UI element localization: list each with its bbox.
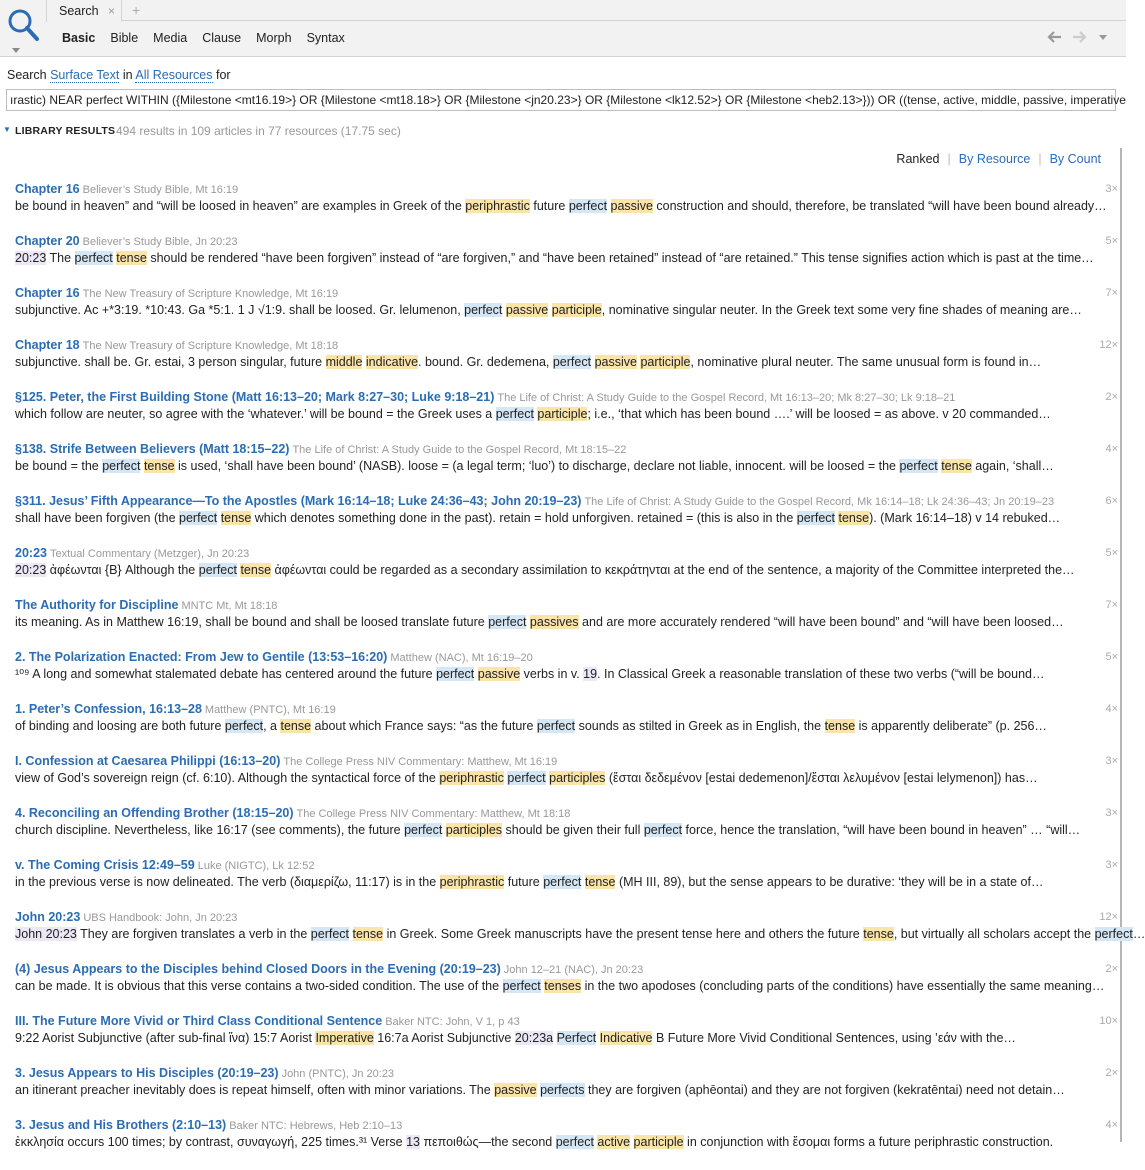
result-source: Luke (NIGTC), Lk 12:52 — [197, 860, 315, 872]
snippet-text: in the two apodoses (concluding parts of the conditions) have essentially the same meaning… — [581, 979, 1105, 993]
history-dropdown-icon[interactable] — [1098, 31, 1108, 43]
snippet-text: of binding and loosing are both future — [15, 719, 225, 733]
result-item[interactable] — [15, 494, 1118, 546]
sort-by-count[interactable]: By Count — [1049, 152, 1101, 166]
snippet-text: ; i.e., ‘that which has been bound ….’ will be loosed = as above. v 20 commanded… — [587, 407, 1051, 421]
snippet-text: future — [504, 875, 544, 889]
tab-label: Search — [59, 4, 99, 18]
highlight-term: tense — [352, 927, 384, 941]
sort-options — [888, 152, 1101, 166]
result-title-link[interactable]: §138. Strife Between Believers (Matt 18:15–22) — [15, 442, 290, 456]
snippet-text: should be rendered “have been forgiven” instead of “are forgiven,” and “have been retained” instead of “are retained.” This tense signifies action which is past at the time… — [146, 251, 1094, 265]
highlight-term: 19 — [583, 667, 598, 681]
in-label: in — [122, 68, 133, 82]
highlight-term: perfect — [179, 511, 218, 525]
top-toolbar — [0, 0, 1126, 57]
result-heading — [15, 182, 1110, 198]
result-item[interactable] — [15, 442, 1118, 494]
tab-bible[interactable]: Bible — [110, 31, 139, 45]
snippet-text: shall have been forgiven (the — [15, 511, 179, 525]
highlight-term: tense — [116, 251, 147, 265]
result-heading — [15, 1014, 1110, 1030]
tab-search[interactable] — [46, 0, 122, 22]
snippet-text: view of God’s sovereign reign (cf. 6:10). Although the syntactical force of the — [15, 771, 440, 785]
result-snippet[interactable] — [15, 1134, 1110, 1151]
snippet-text: can be made. It is obvious that this verse contains a two-sided condition. The use of the — [15, 979, 503, 993]
result-snippet[interactable] — [15, 302, 1110, 319]
result-source: The New Treasury of Scripture Knowledge, Mt 18:18 — [82, 340, 339, 352]
highlight-term: tense — [280, 719, 312, 733]
highlight-term: perfect — [568, 199, 608, 213]
result-snippet[interactable] — [15, 1082, 1110, 1099]
search-input[interactable]: ırastic) NEAR perfect WITHIN ({Milestone <mt16.19>} OR {Milestone <mt18.18>} OR {Milestone <jn20.23>} OR {Milestone <lk12.52>} OR {Milestone <heb2.13>})) OR ((tense, active, middle, passive, imperative — [6, 89, 1116, 111]
highlight-term: perfect — [74, 251, 113, 265]
hit-count: 3× — [1105, 755, 1118, 767]
highlight-term: middle — [325, 355, 363, 369]
highlight-term: perfect — [796, 511, 835, 525]
highlight-term: perfect — [899, 459, 938, 473]
highlight-term: tense — [240, 563, 272, 577]
result-snippet[interactable] — [15, 874, 1110, 891]
highlight-term: John 20:23 — [15, 927, 77, 941]
result-heading — [15, 650, 1110, 666]
highlight-term: perfect — [543, 875, 582, 889]
snippet-text: future — [529, 199, 569, 213]
highlight-term: 20:23 — [15, 563, 47, 577]
close-icon[interactable]: × — [107, 4, 115, 18]
snippet-text: ). (Mark 16:14–18) v 14 rebuked… — [869, 511, 1061, 525]
hit-count: 3× — [1105, 183, 1118, 195]
highlight-term: perfects — [540, 1083, 585, 1097]
highlight-term: indicative — [365, 355, 419, 369]
hit-count: 10× — [1099, 1015, 1118, 1027]
magnifier-icon — [6, 6, 40, 54]
results-summary: 494 results in 109 articles in 77 resources (17.75 sec) — [116, 124, 401, 138]
result-snippet[interactable] — [15, 458, 1110, 475]
snippet-text: B Future More Vivid Conditional Sentences, using ’εάν with the… — [652, 1031, 1016, 1045]
result-item[interactable] — [15, 182, 1118, 234]
result-heading — [15, 702, 1110, 718]
snippet-text: in Greek. Some Greek manuscripts have the present tense here and others the future — [383, 927, 864, 941]
snippet-text: , a — [263, 719, 281, 733]
hit-count: 6× — [1105, 495, 1118, 507]
result-snippet[interactable] — [15, 1030, 1110, 1047]
result-item[interactable] — [15, 806, 1118, 858]
snippet-text: , nominative plural neuter. The same unusual form is found in… — [690, 355, 1042, 369]
result-source: Matthew (PNTC), Mt 16:19 — [204, 704, 336, 716]
result-heading — [15, 910, 1110, 926]
snippet-text: (ἔσται δεδεμένον [estai dedemenon]/ἔσται λελυμένον [estai lelymenon]) has… — [605, 771, 1038, 785]
highlight-term: perfect — [495, 407, 534, 421]
highlight-term: participle — [537, 407, 588, 421]
highlight-term: tenses — [544, 979, 582, 993]
result-source: Believer’s Study Bible, Mt 16:19 — [82, 184, 239, 196]
result-snippet[interactable] — [15, 562, 1110, 579]
hit-count: 2× — [1105, 963, 1118, 975]
result-item[interactable] — [15, 390, 1118, 442]
snippet-text: subjunctive. Ac +*3:19. *10:43. Ga *5:1. 1 J √1:9. shall be loosed. Gr. lelumenon, — [15, 303, 465, 317]
result-title-link[interactable]: Chapter 18 — [15, 338, 80, 352]
result-snippet[interactable] — [15, 926, 1145, 943]
result-title-link[interactable]: 20:23 — [15, 546, 47, 560]
result-heading — [15, 1118, 1110, 1134]
result-item[interactable] — [15, 1014, 1118, 1066]
resources-dropdown[interactable]: All Resources — [135, 68, 213, 82]
highlight-term: passive — [505, 303, 549, 317]
snippet-text: again, ‘shall… — [971, 459, 1054, 473]
highlight-term: 20:23a — [514, 1031, 554, 1045]
forward-arrow-icon[interactable] — [1072, 31, 1088, 43]
result-source: Baker NTC: John, V 1, p 43 — [385, 1016, 520, 1028]
collapse-triangle-icon[interactable]: ▼ — [3, 125, 11, 134]
snippet-text: ¹⁰⁹ A long and somewhat stalemated debate has centered around the future — [15, 667, 437, 681]
result-item[interactable] — [15, 1066, 1118, 1118]
result-source: Matthew (NAC), Mt 16:19–20 — [390, 652, 533, 664]
result-heading — [15, 1066, 1110, 1082]
highlight-term: Perfect — [556, 1031, 597, 1045]
library-results-label: LIBRARY RESULTS — [15, 125, 116, 137]
result-title-link[interactable]: I. Confession at Caesarea Philippi (16:13–20) — [15, 754, 281, 768]
result-source: The Life of Christ: A Study Guide to the Gospel Record, Mt 18:15–22 — [292, 444, 627, 456]
result-title-link[interactable]: John 20:23 — [15, 910, 81, 924]
result-source: Textual Commentary (Metzger), Jn 20:23 — [49, 548, 250, 560]
highlight-term: passive — [610, 199, 653, 213]
tab-clause[interactable]: Clause — [202, 31, 242, 45]
result-snippet[interactable] — [15, 718, 1110, 735]
snippet-text: , nominative singular neuter. In the Greek text some very fine shades of meaning are… — [601, 303, 1082, 317]
highlight-term: passive — [477, 667, 521, 681]
sort-ranked[interactable]: Ranked — [896, 152, 940, 166]
result-snippet[interactable] — [15, 770, 1110, 787]
result-title-link[interactable]: The Authority for Discipline — [15, 598, 179, 612]
snippet-text: is apparently deliberate” (p. 256… — [855, 719, 1047, 733]
highlight-term: perfect — [536, 719, 576, 733]
highlight-term: perfect — [502, 979, 541, 993]
hit-count: 4× — [1105, 703, 1118, 715]
highlight-term: participle — [633, 1135, 684, 1149]
hit-count: 2× — [1105, 391, 1118, 403]
snippet-text: subjunctive. shall be. Gr. estai, 3 person singular, future — [15, 355, 326, 369]
result-title-link[interactable]: §311. Jesus’ Fifth Appearance—To the Apostles (Mark 16:14–18; Luke 24:36–43; John 20:19–23) — [15, 494, 582, 508]
highlight-term: perfect — [102, 459, 141, 473]
result-item[interactable] — [15, 234, 1118, 286]
highlight-term: periphrastic — [439, 875, 505, 889]
snippet-text — [349, 927, 352, 941]
highlight-term: participle — [551, 303, 602, 317]
result-heading — [15, 286, 1110, 302]
snippet-text: ἐκκλησία occurs 100 times; by contrast, συναγωγή, 225 times.³¹ Verse — [15, 1135, 407, 1149]
sort-separator: | — [947, 152, 951, 166]
result-snippet[interactable] — [15, 198, 1110, 215]
search-panel-icon[interactable] — [0, 0, 46, 57]
highlight-term: passive — [594, 355, 637, 369]
result-item[interactable] — [15, 962, 1118, 1014]
result-source: John 12–21 (NAC), Jn 20:23 — [503, 964, 644, 976]
search-scope-line — [7, 68, 231, 82]
scrollbar-thumb[interactable] — [1120, 148, 1122, 1142]
hit-count: 7× — [1105, 599, 1118, 611]
result-snippet[interactable] — [15, 978, 1110, 995]
result-heading — [15, 754, 1110, 770]
result-snippet[interactable] — [15, 614, 1110, 631]
result-item[interactable] — [15, 286, 1118, 338]
result-source: Believer’s Study Bible, Jn 20:23 — [82, 236, 238, 248]
result-heading — [15, 338, 1110, 354]
highlight-term: perfect — [643, 823, 683, 837]
highlight-term: periphrastic — [439, 771, 504, 785]
tab-media[interactable]: Media — [153, 31, 188, 45]
snippet-text: πεποιθώς—the second — [419, 1135, 556, 1149]
result-snippet[interactable] — [15, 822, 1110, 839]
snippet-text: should be given their full — [502, 823, 644, 837]
sort-separator: | — [1038, 152, 1042, 166]
snippet-text: force, hence the translation, “will have been bound in heaven” … “will… — [682, 823, 1081, 837]
result-snippet[interactable] — [15, 510, 1110, 527]
result-title-link[interactable]: Chapter 16 — [15, 286, 80, 300]
history-nav — [1046, 31, 1108, 43]
library-results-header[interactable] — [0, 123, 1126, 139]
highlight-term: perfect — [310, 927, 350, 941]
snippet-text: church discipline. Nevertheless, like 16:17 (see comments), the future — [15, 823, 405, 837]
result-title-link[interactable]: 3. Jesus and His Brothers (2:10–13) — [15, 1118, 227, 1132]
result-title-link[interactable]: Chapter 20 — [15, 234, 80, 248]
result-title-link[interactable]: Chapter 16 — [15, 182, 80, 196]
snippet-text: and are more accurately rendered “will have been bound” and “will have been loosed… — [578, 615, 1064, 629]
result-item[interactable] — [15, 702, 1118, 754]
hit-count: 4× — [1105, 443, 1118, 455]
result-snippet[interactable] — [15, 250, 1110, 267]
snippet-text: in the previous verse is now delineated. The verb (διαμερίζω, 11:17) is in the — [15, 875, 440, 889]
result-heading — [15, 442, 1110, 458]
snippet-text: 16:7a Aorist Subjunctive — [373, 1031, 515, 1045]
highlight-term: active — [597, 1135, 631, 1149]
result-heading — [15, 598, 1110, 614]
highlight-term: tense — [941, 459, 972, 473]
result-snippet[interactable] — [15, 666, 1110, 683]
snippet-text: verbs in v. — [520, 667, 584, 681]
search-prefix: Search — [7, 68, 47, 82]
result-heading — [15, 546, 1110, 562]
hit-count: 5× — [1105, 651, 1118, 663]
highlight-term: 20:23 — [15, 251, 47, 265]
search-type-nav — [62, 31, 360, 45]
result-item[interactable] — [15, 910, 1145, 962]
hit-count: 12× — [1099, 339, 1118, 351]
result-title-link[interactable]: 4. Reconciling an Offending Brother (18:15–20) — [15, 806, 294, 820]
highlight-term: tense — [220, 511, 252, 525]
highlight-term: perfect — [404, 823, 443, 837]
snippet-text: ἀφέωνται could be regarded as a secondary assimilation to κεκράτηνται at the end of the sentence, a majority of the Committee interpreted the… — [271, 563, 1075, 577]
result-heading — [15, 962, 1110, 978]
snippet-text: construction and should, therefore, be translated “will have been bound already… — [652, 199, 1107, 213]
result-title-link[interactable]: III. The Future More Vivid or Third Class Conditional Sentence — [15, 1014, 383, 1028]
highlight-term: passive — [494, 1083, 537, 1097]
snippet-text: (MH III, 89), but the sense appears to be durative: ‘they will be in a state of… — [615, 875, 1044, 889]
result-snippet[interactable] — [15, 354, 1110, 371]
snippet-text: which denotes something done in the past). retain = hold unforgiven. retained = (this is also in the — [251, 511, 797, 525]
result-item[interactable] — [15, 546, 1118, 598]
snippet-text: its meaning. As in Matthew 16:19, shall be bound and shall be loosed translate future — [15, 615, 489, 629]
highlight-term: perfect — [552, 355, 592, 369]
result-item[interactable] — [15, 858, 1118, 910]
results-list — [15, 182, 1145, 1170]
result-title-link[interactable]: §125. Peter, the First Building Stone (Matt 16:13–20; Mark 8:27–30; Luke 9:18–21) — [15, 390, 495, 404]
highlight-term: tense — [584, 875, 616, 889]
highlight-term: tense — [824, 719, 856, 733]
tab-syntax[interactable]: Syntax — [306, 31, 345, 45]
tab-morph[interactable]: Morph — [256, 31, 292, 45]
snippet-text: , but virtually all scholars accept the — [893, 927, 1095, 941]
highlight-term: perfect — [555, 1135, 594, 1149]
snippet-text: in conjunction with ἔσομαι forms a future periphrastic construction. — [683, 1135, 1054, 1149]
result-heading — [15, 806, 1110, 822]
highlight-term: participles — [445, 823, 503, 837]
surface-text-dropdown[interactable]: Surface Text — [50, 68, 120, 82]
add-tab-icon[interactable]: + — [132, 2, 141, 18]
snippet-text: The — [46, 251, 75, 265]
result-source: The Life of Christ: A Study Guide to the Gospel Record, Mk 16:14–18; Lk 24:36–43; Jn 20:19–23 — [584, 496, 1055, 508]
highlight-term: 13 — [406, 1135, 420, 1149]
highlight-term: perfect — [488, 615, 527, 629]
highlight-term: perfect — [1094, 927, 1133, 941]
result-heading — [15, 390, 1110, 406]
result-item[interactable] — [15, 1118, 1118, 1170]
highlight-term: perfect — [198, 563, 237, 577]
result-source: UBS Handbook: John, Jn 20:23 — [83, 912, 238, 924]
sort-by-resource[interactable]: By Resource — [958, 152, 1031, 166]
snippet-text: ἀφέωνται {B} Although the — [46, 563, 199, 577]
snippet-text: which follow are neuter, so agree with the ‘whatever.’ will be bound = the Greek uses a — [15, 407, 496, 421]
result-source: John (PNTC), Jn 20:23 — [281, 1068, 395, 1080]
result-title-link[interactable]: (4) Jesus Appears to the Disciples behind Closed Doors in the Evening (20:19–23) — [15, 962, 501, 976]
result-source: The Life of Christ: A Study Guide to the Gospel Record, Mt 16:13–20; Mk 8:27–30; Lk 9:18–21 — [497, 392, 956, 404]
snippet-text: … — [1132, 927, 1145, 941]
highlight-term: tense — [838, 511, 870, 525]
for-label: for — [215, 68, 231, 82]
snippet-text: They are forgiven translates a verb in the — [76, 927, 311, 941]
result-title-link[interactable]: 2. The Polarization Enacted: From Jew to Gentile (13:53–16:20) — [15, 650, 388, 664]
highlight-term: tense — [863, 927, 894, 941]
highlight-term: perfect — [436, 667, 475, 681]
snippet-text: about which France says: “as the future — [311, 719, 537, 733]
hit-count: 2× — [1105, 1067, 1118, 1079]
result-snippet[interactable] — [15, 406, 1110, 423]
result-heading — [15, 234, 1110, 250]
result-source: The New Treasury of Scripture Knowledge, Mt 16:19 — [82, 288, 339, 300]
snippet-text — [607, 199, 610, 213]
result-title-link[interactable]: v. The Coming Crisis 12:49–59 — [15, 858, 195, 872]
highlight-term: Indicative — [599, 1031, 653, 1045]
result-title-link[interactable]: 3. Jesus Appears to His Disciples (20:19–23) — [15, 1066, 279, 1080]
hit-count: 4× — [1105, 1119, 1118, 1131]
highlight-term: tense — [143, 459, 175, 473]
result-source: MNTC Mt, Mt 18:18 — [181, 600, 278, 612]
tab-strip — [46, 0, 1126, 21]
snippet-text: be bound in heaven” and “will be loosed in heaven” are examples in Greek of the — [15, 199, 466, 213]
hit-count: 3× — [1105, 807, 1118, 819]
snippet-text: an itinerant preacher inevitably does is repeat himself, often with minor variations. The — [15, 1083, 495, 1097]
result-source: The College Press NIV Commentary: Matthew, Mt 16:19 — [283, 756, 558, 768]
hit-count: 7× — [1105, 287, 1118, 299]
result-item[interactable] — [15, 338, 1118, 390]
snippet-text: . bound. Gr. dedemena, — [418, 355, 553, 369]
result-heading — [15, 858, 1110, 874]
result-item[interactable] — [15, 598, 1118, 650]
highlight-term: perfect — [507, 771, 546, 785]
result-item[interactable] — [15, 754, 1118, 806]
snippet-text: is used, ‘shall have been bound’ (NASB). loose = (a legal term; ‘luo’) to discharge, declare not liable, innocent. will be loosed = the — [174, 459, 900, 473]
highlight-term: passives — [529, 615, 579, 629]
back-arrow-icon[interactable] — [1046, 31, 1062, 43]
result-item[interactable] — [15, 650, 1118, 702]
highlight-term: periphrastic — [465, 199, 530, 213]
highlight-term: perfect — [224, 719, 264, 733]
result-source: The College Press NIV Commentary: Matthew, Mt 18:18 — [296, 808, 571, 820]
hit-count: 5× — [1105, 547, 1118, 559]
snippet-text: sounds as stilted in Greek as in English, the — [575, 719, 825, 733]
tab-basic[interactable]: Basic — [62, 31, 96, 45]
snippet-text: they are forgiven (aphēontai) and they are not forgiven (kekratēntai) need not detain… — [584, 1083, 1065, 1097]
result-heading — [15, 494, 1110, 510]
result-source: Baker NTC: Hebrews, Heb 2:10–13 — [229, 1120, 403, 1132]
snippet-text: 9:22 Aorist Subjunctive (after sub-final ἵνα) 15:7 Aorist — [15, 1031, 316, 1045]
snippet-text: be bound = the — [15, 459, 103, 473]
hit-count: 3× — [1105, 859, 1118, 871]
result-title-link[interactable]: 1. Peter’s Confession, 16:13–28 — [15, 702, 202, 716]
highlight-term: participles — [549, 771, 606, 785]
highlight-term: Imperative — [315, 1031, 374, 1045]
highlight-term: perfect — [464, 303, 503, 317]
hit-count: 12× — [1099, 911, 1118, 923]
hit-count: 5× — [1105, 235, 1118, 247]
highlight-term: participle — [640, 355, 691, 369]
snippet-text: . In Classical Greek a reasonable translation of these two verbs (“will be bound… — [597, 667, 1045, 681]
